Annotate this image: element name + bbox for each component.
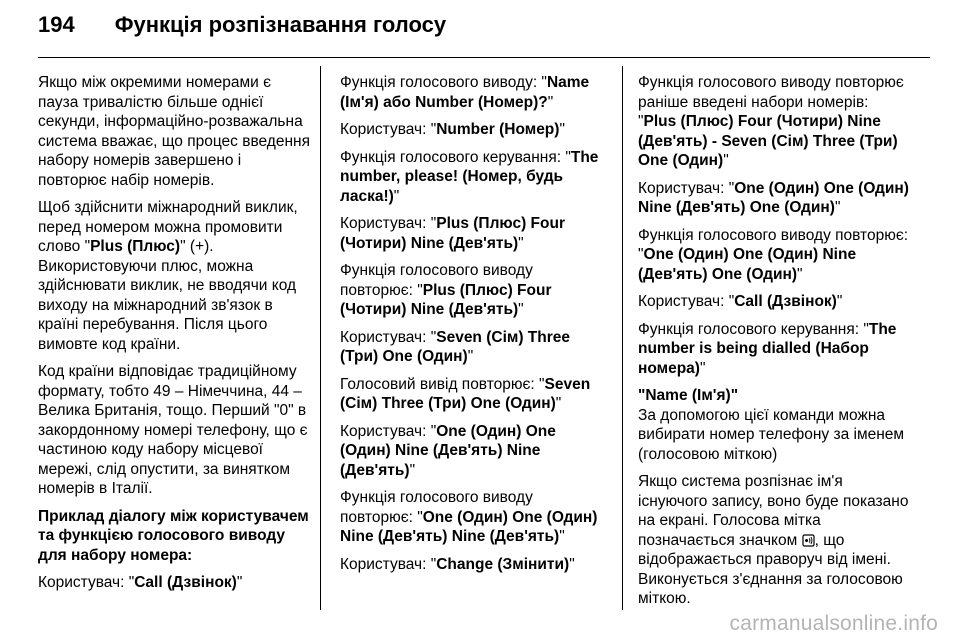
paragraph: Якщо між окремими номерами є пауза тривалістю більше однієї секунди, інформаційно-розважальна система вважає, що процес введення набору номерів завершено і повторює набір номерів. xyxy=(38,74,310,189)
dialog-line: Функція голосового виводу повторює: "One (Один) One (Один) Nine (Дев'ять) Nine (Дев'ять)" xyxy=(340,489,598,545)
dialog-line: Голосовий вивід повторює: "Seven (Сім) Three (Три) One (Один)" xyxy=(340,375,591,412)
paragraph: Щоб здійснити міжнародний виклик, перед номером можна промовити слово "Plus (Плюс)" (+). Використовуючи плюс, можна здійснювати виклик, не вводячи код виходу на міжнародний зв'язок в країні перебування. Після цього вимовте код країни. xyxy=(38,199,298,353)
dialog-line: Користувач: "Call (Дзвінок)" xyxy=(38,574,243,591)
watermark: carmanualsonline.info xyxy=(729,612,938,635)
column-3 xyxy=(638,73,910,617)
dialog-line: Функція голосового керування: "The number, please! (Номер, будь ласка!)" xyxy=(340,148,599,205)
dialog-line: Користувач: "One (Один) One (Один) Nine (Дев'ять) Nine (Дев'ять)" xyxy=(340,422,556,479)
section-heading: "Name (Ім'я)" xyxy=(638,387,739,404)
paragraph: За допомогою цієї команди можна вибирати номер телефону за іменем (голосовою міткою) xyxy=(638,406,905,463)
column-1 xyxy=(38,73,310,601)
dialog-example-heading: Приклад діалогу між користувачем та функцією голосового виводу для набору номера: xyxy=(38,507,309,564)
dialog-line: Користувач: "Call (Дзвінок)" xyxy=(638,293,843,310)
dialog-line: Функція голосового керування: "The number is being dialled (Набор номера)" xyxy=(638,320,897,377)
dialog-line: Функція голосового виводу повторює раніше введені набори номерів: "Plus (Плюс) Four (Чотири) Nine (Дев'ять) - Seven (Сім) Three (Три) One (Один)" xyxy=(638,74,904,169)
dialog-line: Користувач: "Number (Номер)" xyxy=(340,121,565,138)
dialog-line: Користувач: "One (Один) One (Один) Nine (Дев'ять) One (Один)" xyxy=(638,179,909,216)
page-title: Функція розпізнавання голосу xyxy=(114,12,447,37)
dialog-line: Користувач: "Seven (Сім) Three (Три) One (Один)" xyxy=(340,328,571,365)
dialog-line: Функція голосового виводу повторює: "One (Один) One (Один) Nine (Дев'ять) One (Один)" xyxy=(638,226,909,283)
voice-tag-icon xyxy=(802,533,815,546)
page-number: 194 xyxy=(38,12,75,37)
header-rule xyxy=(38,57,930,58)
dialog-line: Функція голосового виводу: "Name (Ім'я) або Number (Номер)?" xyxy=(340,74,590,111)
column-divider-2 xyxy=(622,66,623,610)
dialog-line: Користувач: "Plus (Плюс) Four (Чотири) Nine (Дев'ять)" xyxy=(340,215,565,252)
paragraph: Якщо система розпізнає ім'я існуючого запису, воно буде показано на екрані. Голосова мітка позначається значком , що відображається праворуч від імені. Виконується з'єднання за голосовою міткою. xyxy=(638,473,909,607)
page-header xyxy=(38,12,446,38)
column-divider-1 xyxy=(320,66,321,610)
dialog-line: Користувач: "Change (Змінити)" xyxy=(340,555,575,573)
dialog-line: Функція голосового виводу повторює: "Plus (Плюс) Four (Чотири) Nine (Дев'ять)" xyxy=(340,262,552,318)
paragraph: Код країни відповідає традиційному формату, тобто 49 – Німеччина, 44 – Велика Британія, тощо. Перший "0" в закордонному номері телефону, що є частиною коду набору місцевої мережі, слід опустити, за винятком номерів в Італії. xyxy=(38,363,308,497)
column-2 xyxy=(340,73,610,582)
